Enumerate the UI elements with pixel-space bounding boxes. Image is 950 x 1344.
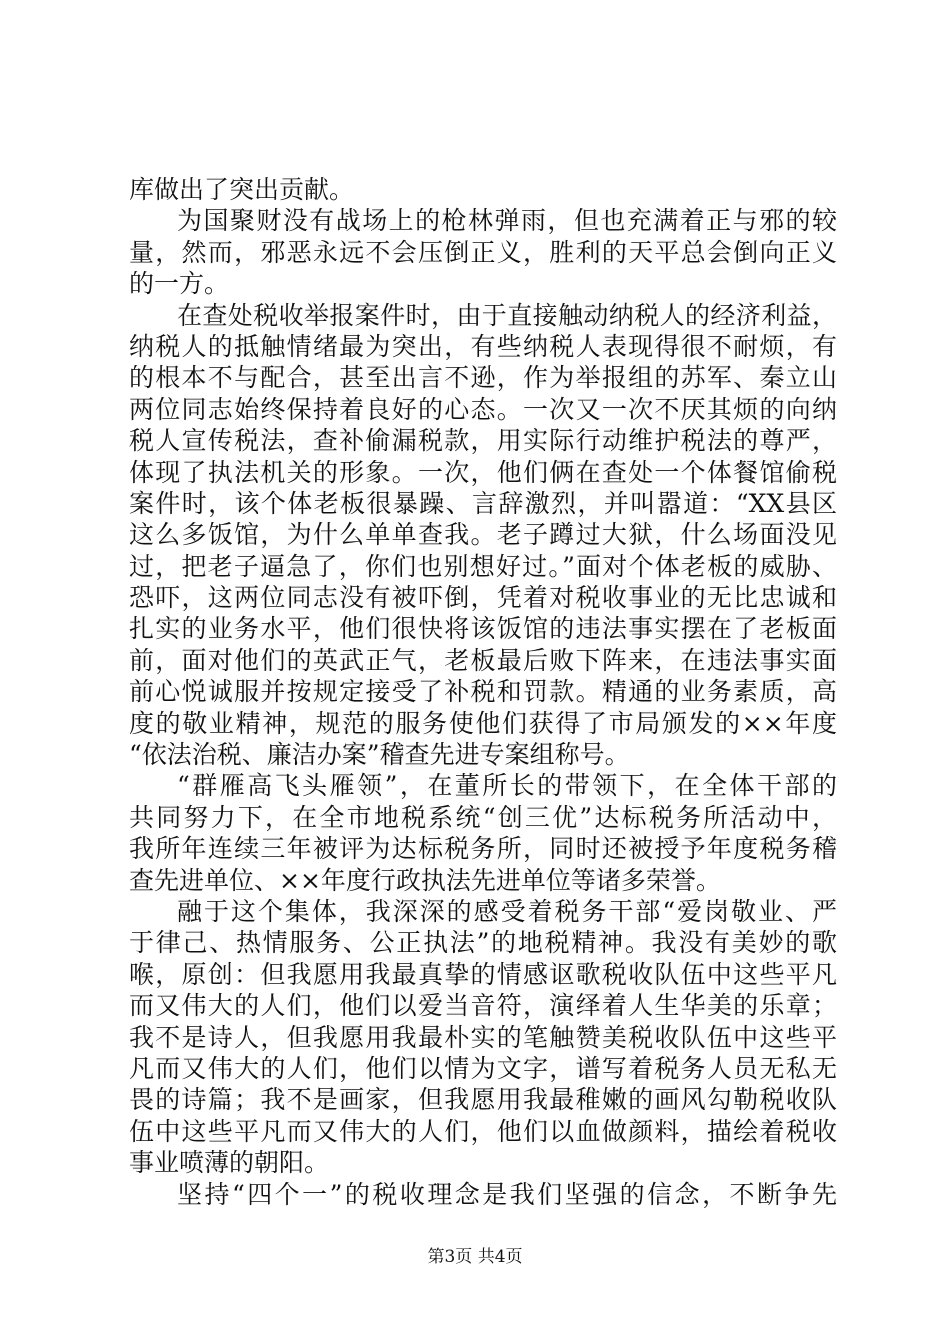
text-line: 坚持“四个一”的税收理念是我们坚强的信念，不断争先 [177,1179,837,1209]
text-line: 事业喷薄的朝阳。 [129,1148,330,1178]
text-line: 我所年连续三年被评为达标税务所，同时还被授予年度税务稽 [129,834,837,864]
text-line: 量，然而，邪恶永远不会压倒正义，胜利的天平总会倒向正义 [129,237,837,267]
text-line: 体现了执法机关的形象。一次，他们俩在查处一个体餐馆偷税 [129,457,837,487]
text-line: 前，面对他们的英武正气，老板最后败下阵来，在违法事实面 [129,645,837,675]
text-line: 凡而又伟大的人们，他们以情为文字，谱写着税务人员无私无 [129,1053,837,1083]
text-line: 前心悦诚服并按规定接受了补税和罚款。精通的业务素质，高 [129,677,837,707]
text-line: 于律己、热情服务、公正执法”的地税精神。我没有美妙的歌 [129,928,837,958]
text-line: 共同努力下，在全市地税系统“创三优”达标税务所活动中， [129,802,837,832]
text-line: 库做出了突出贡献。 [129,175,355,204]
text-line: 度的敬业精神，规范的服务使他们获得了市局颁发的××年度 [129,708,837,738]
text-line: 我不是诗人，但我愿用我最朴实的笔触赞美税收队伍中这些平 [129,1022,837,1052]
text-line: 的一方。 [129,269,230,299]
text-line: 这么多饭馆，为什么单单查我。老子蹲过大狱，什么场面没见 [129,520,837,550]
text-line: 在查处税收举报案件时，由于直接触动纳税人的经济利益， [177,300,837,330]
page-number-footer: 第3页 共4页 [427,1247,523,1267]
text-line: 案件时，该个体老板很暴躁、言辞激烈，并叫嚣道：“XX县区 [129,488,837,518]
text-line: 查先进单位、××年度行政执法先进单位等诸多荣誉。 [129,865,721,895]
text-line: 为国聚财没有战场上的枪林弹雨，但也充满着正与邪的较 [177,206,837,236]
text-line: 过，把老子逼急了，你们也别想好过。”面对个体老板的威胁、 [129,551,837,581]
text-line: 两位同志始终保持着良好的心态。一次又一次不厌其烦的向纳 [129,394,837,424]
text-line: 恐吓，这两位同志没有被吓倒，凭着对税收事业的无比忠诚和 [129,583,837,613]
text-line: “依法治税、廉洁办案”稽查先进专案组称号。 [129,740,630,770]
text-line: 而又伟大的人们，他们以爱当音符，演绎着人生华美的乐章； [129,991,837,1021]
text-line: 伍中这些平凡而又伟大的人们，他们以血做颜料，描绘着税收 [129,1116,837,1146]
document-body [129,174,837,1210]
text-line: 融于这个集体，我深深的感受着税务干部“爱岗敬业、严 [177,896,837,926]
text-line: 畏的诗篇；我不是画家，但我愿用我最稚嫩的画风勾勒税收队 [129,1085,837,1115]
text-line: 喉，原创：但我愿用我最真挚的情感讴歌税收队伍中这些平凡 [129,959,837,989]
text-line: “群雁高飞头雁领”，在董所长的带领下，在全体干部的 [177,771,837,801]
text-line: 扎实的业务水平，他们很快将该饭馆的违法事实摆在了老板面 [129,614,837,644]
text-line: 税人宣传税法，查补偷漏税款，用实际行动维护税法的尊严， [129,426,837,456]
text-line: 纳税人的抵触情绪最为突出，有些纳税人表现得很不耐烦，有 [129,331,837,361]
text-line: 的根本不与配合，甚至出言不逊，作为举报组的苏军、秦立山 [129,363,837,393]
